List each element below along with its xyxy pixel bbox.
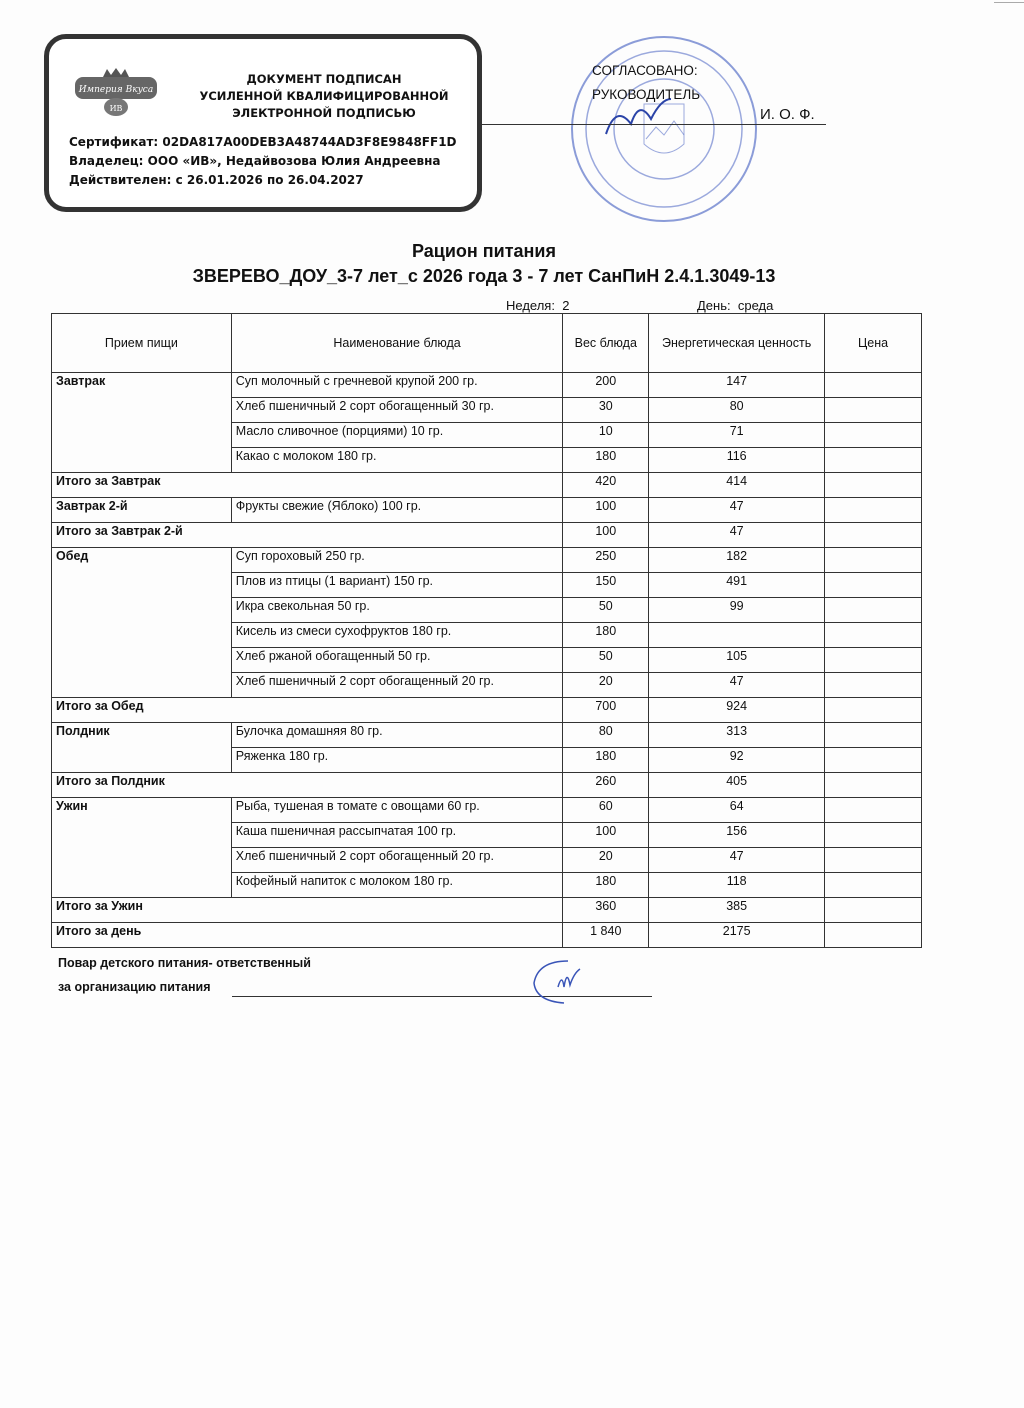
dish-energy: 105	[649, 648, 825, 673]
dish-energy: 64	[649, 798, 825, 823]
certificate-validity: Действителен: с 26.01.2026 по 26.04.2027	[69, 173, 364, 187]
meal-total-row	[52, 898, 922, 923]
meal-total-label: Итого за Завтрак	[52, 473, 563, 498]
dish-energy: 92	[649, 748, 825, 773]
dish-weight: 20	[563, 673, 649, 698]
day-total-label: Итого за день	[52, 923, 563, 948]
electronic-signature-box	[44, 34, 482, 212]
dish-price	[825, 648, 922, 673]
dish-name: Хлеб пшеничный 2 сорт обогащенный 20 гр.	[231, 673, 563, 698]
dish-weight: 50	[563, 598, 649, 623]
meal-total-energy: 924	[649, 698, 825, 723]
dish-price	[825, 498, 922, 523]
dish-weight: 250	[563, 548, 649, 573]
dish-energy: 156	[649, 823, 825, 848]
dish-weight: 200	[563, 373, 649, 398]
meal-total-weight: 100	[563, 523, 649, 548]
approval-block	[592, 59, 700, 107]
meal-total-energy: 414	[649, 473, 825, 498]
day-total-weight: 1 840	[563, 923, 649, 948]
approval-agreed: СОГЛАСОВАНО:	[592, 63, 698, 78]
table-header-row	[52, 314, 922, 373]
meal-total-row	[52, 773, 922, 798]
dish-weight: 100	[563, 498, 649, 523]
meal-total-row	[52, 698, 922, 723]
meal-total-price	[825, 698, 922, 723]
dish-name: Хлеб пшеничный 2 сорт обогащенный 30 гр.	[231, 398, 563, 423]
dish-name: Масло сливочное (порциями) 10 гр.	[231, 423, 563, 448]
dish-name: Фрукты свежие (Яблоко) 100 гр.	[231, 498, 563, 523]
dish-weight: 20	[563, 848, 649, 873]
dish-price	[825, 423, 922, 448]
dish-name: Хлеб пшеничный 2 сорт обогащенный 20 гр.	[231, 848, 563, 873]
dish-name: Икра свекольная 50 гр.	[231, 598, 563, 623]
certificate-number: Сертификат: 02DA817A00DEB3A48744AD3F8E9848FF1D	[69, 135, 457, 149]
meal-total-label: Итого за Обед	[52, 698, 563, 723]
meal-total-weight: 700	[563, 698, 649, 723]
dish-price	[825, 598, 922, 623]
dish-name: Кисель из смеси сухофруктов 180 гр.	[231, 623, 563, 648]
dish-name: Булочка домашняя 80 гр.	[231, 723, 563, 748]
dish-price	[825, 723, 922, 748]
dish-energy: 80	[649, 398, 825, 423]
dish-energy: 182	[649, 548, 825, 573]
dish-energy: 118	[649, 873, 825, 898]
company-logo-icon	[73, 67, 159, 117]
dish-name: Рыба, тушеная в томате с овощами 60 гр.	[231, 798, 563, 823]
day-label: День:	[697, 298, 731, 313]
dish-weight: 60	[563, 798, 649, 823]
table-row	[52, 798, 922, 823]
dish-weight: 30	[563, 398, 649, 423]
table-row	[52, 723, 922, 748]
dish-name: Хлеб ржаной обогащенный 50 гр.	[231, 648, 563, 673]
svg-text:ИВ: ИВ	[109, 104, 123, 113]
meal-total-energy: 405	[649, 773, 825, 798]
approval-head: РУКОВОДИТЕЛЬ	[592, 87, 701, 102]
dish-energy: 47	[649, 673, 825, 698]
dish-name: Ряженка 180 гр.	[231, 748, 563, 773]
footer-line-2: за организацию питания	[58, 980, 211, 994]
dish-price	[825, 673, 922, 698]
heading-line: УСИЛЕННОЙ КВАЛИФИЦИРОВАННОЙ	[199, 89, 449, 103]
meal-total-weight: 260	[563, 773, 649, 798]
dish-energy	[649, 623, 825, 648]
meal-name: Завтрак	[52, 373, 232, 473]
dish-price	[825, 873, 922, 898]
meal-name: Обед	[52, 548, 232, 698]
heading-line: ЭЛЕКТРОННОЙ ПОДПИСЬЮ	[232, 106, 416, 120]
certificate-owner: Владелец: ООО «ИВ», Недайвозова Юлия Андреевна	[69, 154, 441, 168]
table-row	[52, 548, 922, 573]
dish-price	[825, 848, 922, 873]
table-row	[52, 373, 922, 398]
footer-line-1: Повар детского питания- ответственный	[58, 956, 311, 970]
dish-energy: 47	[649, 498, 825, 523]
dish-weight: 80	[563, 723, 649, 748]
dish-weight: 180	[563, 873, 649, 898]
dish-name: Каша пшеничная рассыпчатая 100 гр.	[231, 823, 563, 848]
svg-text:Империя Вкуса: Империя Вкуса	[78, 85, 154, 95]
heading-line: ДОКУМЕНТ ПОДПИСАН	[246, 72, 402, 86]
meal-name: Ужин	[52, 798, 232, 898]
dish-energy: 147	[649, 373, 825, 398]
dish-name: Плов из птицы (1 вариант) 150 гр.	[231, 573, 563, 598]
meal-total-weight: 420	[563, 473, 649, 498]
column-header: Наименование блюда	[231, 314, 563, 373]
dish-price	[825, 548, 922, 573]
approval-signature-line	[482, 124, 826, 125]
dish-weight: 100	[563, 823, 649, 848]
dish-energy: 313	[649, 723, 825, 748]
day-total-price	[825, 923, 922, 948]
column-header: Вес блюда	[563, 314, 649, 373]
week-info	[506, 298, 569, 313]
dish-energy: 47	[649, 848, 825, 873]
dish-weight: 180	[563, 623, 649, 648]
column-header: Прием пищи	[52, 314, 232, 373]
dish-name: Кофейный напиток с молоком 180 гр.	[231, 873, 563, 898]
approval-initials: И. О. Ф.	[760, 106, 815, 123]
page-title: Рацион питания	[412, 241, 556, 261]
page-subtitle: ЗВЕРЕВО_ДОУ_3-7 лет_с 2026 года 3 - 7 лет СанПиН 2.4.1.3049-13	[192, 266, 776, 286]
meal-total-price	[825, 523, 922, 548]
dish-price	[825, 823, 922, 848]
meal-total-row	[52, 523, 922, 548]
day-info	[697, 298, 773, 313]
dish-price	[825, 573, 922, 598]
meal-total-label: Итого за Полдник	[52, 773, 563, 798]
dish-weight: 150	[563, 573, 649, 598]
meal-total-price	[825, 773, 922, 798]
dish-energy: 491	[649, 573, 825, 598]
dish-name: Какао с молоком 180 гр.	[231, 448, 563, 473]
day-total-energy: 2175	[649, 923, 825, 948]
day-total-row	[52, 923, 922, 948]
meal-total-price	[825, 898, 922, 923]
dish-name: Суп гороховый 250 гр.	[231, 548, 563, 573]
scan-edge-line	[994, 2, 1024, 3]
meal-total-label: Итого за Завтрак 2-й	[52, 523, 563, 548]
week-value: 2	[562, 298, 570, 313]
menu-table	[51, 313, 922, 948]
meal-total-energy: 385	[649, 898, 825, 923]
dish-energy: 116	[649, 448, 825, 473]
dish-price	[825, 798, 922, 823]
signature-heading	[189, 71, 459, 122]
meal-total-energy: 47	[649, 523, 825, 548]
meal-total-row	[52, 473, 922, 498]
column-header: Цена	[825, 314, 922, 373]
week-label: Неделя:	[506, 298, 555, 313]
dish-price	[825, 748, 922, 773]
cook-signature-icon	[528, 955, 598, 1007]
dish-price	[825, 448, 922, 473]
day-value: среда	[737, 298, 774, 313]
dish-weight: 180	[563, 748, 649, 773]
column-header: Энергетическая ценность	[649, 314, 825, 373]
dish-price	[825, 373, 922, 398]
dish-price	[825, 398, 922, 423]
dish-energy: 71	[649, 423, 825, 448]
meal-name: Полдник	[52, 723, 232, 773]
dish-name: Суп молочный с гречневой крупой 200 гр.	[231, 373, 563, 398]
dish-price	[825, 623, 922, 648]
dish-energy: 99	[649, 598, 825, 623]
meal-total-label: Итого за Ужин	[52, 898, 563, 923]
dish-weight: 50	[563, 648, 649, 673]
dish-weight: 180	[563, 448, 649, 473]
dish-weight: 10	[563, 423, 649, 448]
meal-total-price	[825, 473, 922, 498]
table-row	[52, 498, 922, 523]
meal-name: Завтрак 2-й	[52, 498, 232, 523]
meal-total-weight: 360	[563, 898, 649, 923]
